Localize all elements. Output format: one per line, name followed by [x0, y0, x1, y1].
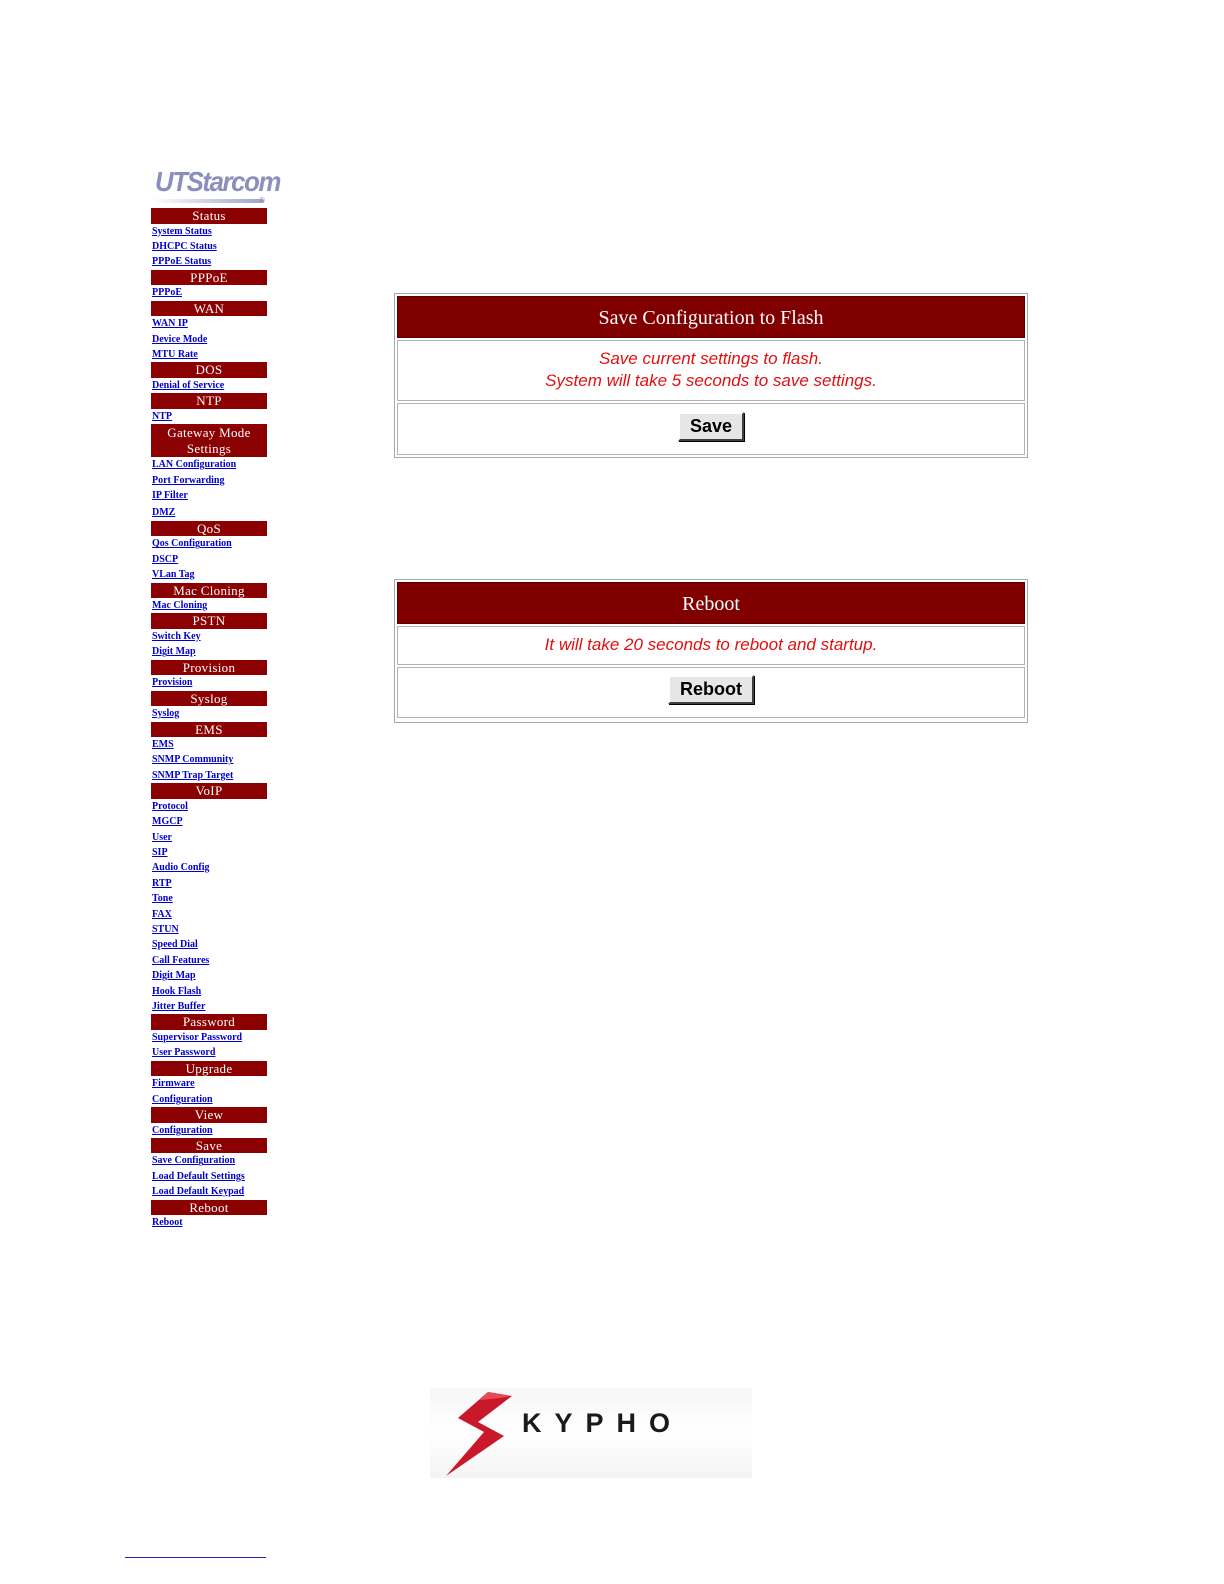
sidebar-section-header: QoS [151, 521, 267, 537]
sidebar-link[interactable]: Provision [152, 677, 193, 689]
save-message-line2: System will take 5 seconds to save settings. [545, 371, 877, 390]
sidebar-link[interactable]: Digit Map [152, 646, 196, 658]
reboot-panel-title: Reboot [397, 582, 1025, 624]
sidebar-link[interactable]: DSCP [152, 553, 179, 565]
sidebar-section-header: NTP [151, 393, 267, 409]
sidebar-section-header: Password [151, 1014, 267, 1030]
sidebar-link[interactable]: Firmware [152, 1078, 195, 1090]
sidebar-link[interactable]: LAN Configuration [152, 459, 237, 471]
save-button[interactable]: Save [678, 412, 744, 441]
reboot-button-row [397, 667, 1025, 718]
logo-swoosh [152, 199, 264, 203]
sidebar-link[interactable]: User [152, 831, 172, 843]
sidebar-link[interactable]: DHCPC Status [152, 240, 217, 252]
logo-registered-mark: ® [259, 196, 265, 205]
save-message-row [397, 340, 1025, 401]
skypho-text: KYPHO [522, 1408, 684, 1438]
sidebar-section-header: Reboot [151, 1200, 267, 1216]
sidebar-link[interactable]: NTP [152, 410, 172, 422]
sidebar-link[interactable]: Speed Dial [152, 939, 198, 951]
sidebar-link[interactable]: Tone [152, 893, 173, 905]
save-panel-title: Save Configuration to Flash [397, 296, 1025, 338]
sidebar-section-header: Mac Cloning [151, 583, 267, 599]
sidebar-link[interactable]: SNMP Trap Target [152, 769, 234, 781]
sidebar-link[interactable]: Syslog [152, 708, 180, 720]
sidebar-link[interactable]: Jitter Buffer [152, 1001, 206, 1013]
sidebar-link[interactable]: Supervisor Password [152, 1031, 243, 1043]
logo-text: UTStarcom [155, 166, 281, 197]
sidebar-link[interactable]: Protocol [152, 800, 188, 812]
sidebar-link[interactable]: VLan Tag [152, 569, 195, 581]
utstarcom-logo [152, 166, 281, 210]
sidebar-link[interactable]: Mac Cloning [152, 600, 208, 611]
reboot-button[interactable]: Reboot [668, 675, 754, 704]
sidebar-link[interactable]: Device Mode [152, 333, 208, 345]
sidebar-link[interactable]: Reboot [152, 1217, 183, 1229]
sidebar-link[interactable]: Qos Configuration [152, 538, 232, 550]
sidebar-link[interactable]: RTP [152, 877, 172, 889]
sidebar-link[interactable]: IP Filter [152, 489, 188, 501]
sidebar-link[interactable]: User Password [152, 1047, 216, 1059]
sidebar-section-header: DOS [151, 362, 267, 378]
save-config-panel [394, 293, 1028, 458]
sidebar-link[interactable]: Hook Flash [152, 985, 202, 997]
save-button-row [397, 403, 1025, 455]
skypho-logo [430, 1388, 752, 1478]
sidebar-link[interactable]: Save Configuration [152, 1155, 236, 1167]
sidebar-link[interactable]: STUN [152, 924, 179, 935]
sidebar-link[interactable]: Configuration [152, 1124, 213, 1136]
sidebar-link[interactable]: SIP [152, 846, 168, 858]
sidebar-section-header: EMS [151, 722, 267, 738]
sidebar-link[interactable]: PPPoE [152, 287, 182, 299]
sidebar-section-header: PPPoE [151, 270, 267, 286]
sidebar-link[interactable]: Configuration [152, 1093, 213, 1105]
reboot-panel [394, 579, 1028, 723]
sidebar-link[interactable]: Load Default Settings [152, 1170, 245, 1182]
sidebar-link[interactable]: DMZ [152, 507, 176, 519]
sidebar-link[interactable]: Audio Config [152, 862, 210, 874]
sidebar-link[interactable]: EMS [152, 739, 174, 751]
sidebar-link[interactable]: Denial of Service [152, 379, 225, 391]
sidebar-link[interactable]: Load Default Keypad [152, 1186, 245, 1198]
sidebar-link[interactable]: SNMP Community [152, 754, 234, 766]
sidebar-section-header: VoIP [151, 783, 267, 799]
sidebar-link[interactable]: FAX [152, 908, 172, 920]
sidebar-section-header: Gateway Mode Settings [151, 424, 267, 457]
sidebar-section-header: Upgrade [151, 1061, 267, 1077]
sidebar-link[interactable]: Port Forwarding [152, 474, 225, 486]
sidebar-section-header: Status [151, 208, 267, 224]
sidebar-link[interactable]: MTU Rate [152, 348, 198, 360]
sidebar-link[interactable]: Switch Key [152, 630, 201, 642]
sidebar-link[interactable]: MGCP [152, 816, 183, 828]
sidebar-link[interactable]: PPPoE Status [152, 256, 212, 268]
footer-rule [125, 1557, 266, 1558]
sidebar-link[interactable]: WAN IP [152, 318, 188, 330]
skypho-bolt-icon [440, 1390, 520, 1478]
save-message-line1: Save current settings to flash. [599, 349, 823, 368]
sidebar-section-header: PSTN [151, 613, 267, 629]
reboot-message: It will take 20 seconds to reboot and startup. [544, 635, 878, 654]
sidebar-section-header: WAN [151, 301, 267, 317]
sidebar-link[interactable]: Digit Map [152, 970, 196, 982]
sidebar-section-header: Save [151, 1138, 267, 1154]
sidebar-nav [151, 208, 267, 1231]
sidebar-link[interactable]: System Status [152, 225, 212, 237]
reboot-message-row [397, 626, 1025, 665]
sidebar-section-header: View [151, 1107, 267, 1123]
sidebar-section-header: Provision [151, 660, 267, 676]
sidebar-link[interactable]: Call Features [152, 954, 210, 966]
sidebar-section-header: Syslog [151, 691, 267, 707]
